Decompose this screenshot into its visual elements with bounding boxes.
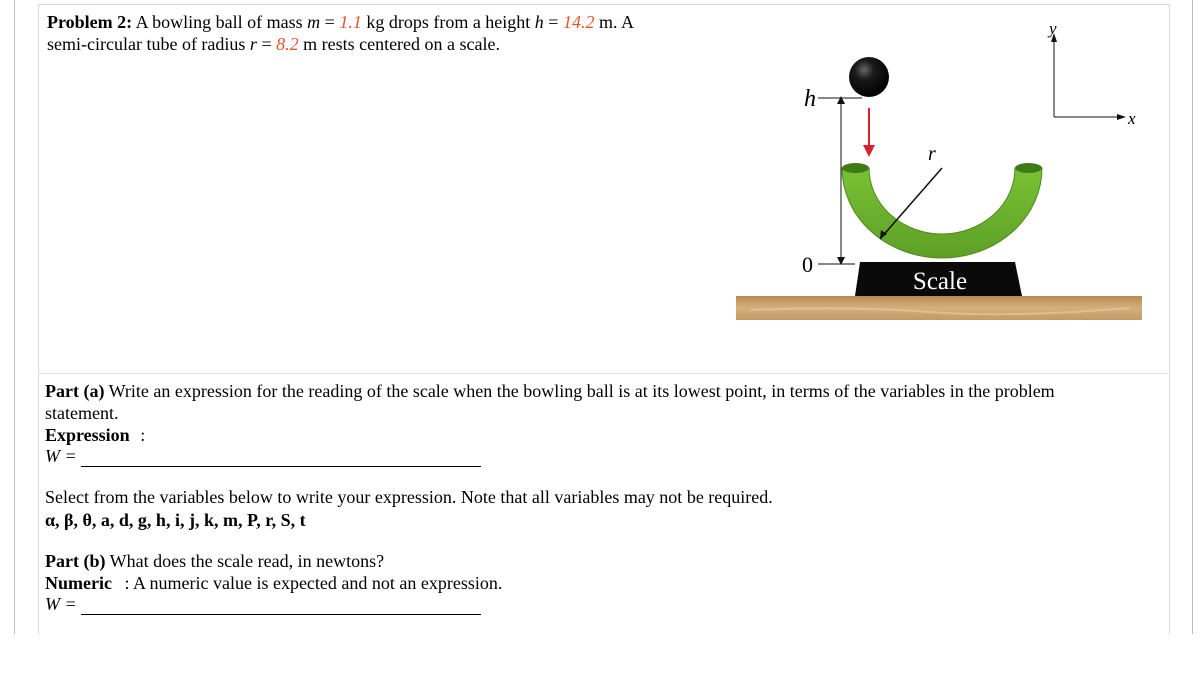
mass-value: 1.1 — [339, 12, 362, 32]
radius-variable: r — [249, 34, 257, 54]
answer-variable: W = — [45, 594, 77, 614]
part-b-answer-blank[interactable] — [81, 598, 481, 615]
part-a-question-line1 — [45, 380, 1055, 402]
zero-label: 0 — [802, 252, 813, 277]
part-b-label: Part (b) — [45, 551, 106, 571]
radius-label: r — [928, 143, 936, 165]
y-axis-label: y — [1049, 20, 1057, 38]
section-divider — [38, 373, 1168, 374]
mass-unit-text: kg drops from a height — [366, 12, 531, 32]
left-border — [14, 0, 15, 634]
answer-type-label: Expression — [45, 425, 130, 445]
equals-sign: = — [548, 12, 559, 32]
height-variable: h — [534, 12, 544, 32]
drop-arrowhead — [863, 145, 875, 157]
statement-text: m rests centered on a scale. — [303, 34, 501, 54]
height-unit-text: m. A — [598, 12, 634, 32]
statement-text: A bowling ball of mass — [135, 12, 303, 32]
part-a-text: Write an expression for the reading of the scale when the bowling ball is at its lowest point, in terms of the variables in the problem — [108, 381, 1055, 401]
radius-value: 8.2 — [276, 34, 299, 54]
variable-list: α, β, θ, a, d, g, h, i, j, k, m, P, r, S, t — [45, 510, 306, 530]
answer-variable: W = — [45, 446, 77, 466]
semicircular-tube — [842, 168, 1042, 258]
statement-text: semi-circular tube of radius — [47, 34, 246, 54]
answer-type-label: Numeric — [45, 573, 112, 593]
height-value: 14.2 — [562, 12, 595, 32]
variable-instructions: Select from the variables below to write your expression. Note that all variables may not be required. — [45, 487, 773, 507]
right-border — [1192, 0, 1193, 634]
problem-statement-line1 — [47, 11, 634, 33]
tube-opening-left — [842, 163, 869, 173]
answer-type-note: : A numeric value is expected and not an expression. — [124, 573, 503, 593]
tube-opening-right — [1015, 163, 1042, 173]
mass-variable: m — [307, 12, 321, 32]
answer-type-separator: : — [140, 425, 146, 445]
equals-sign: = — [261, 34, 272, 54]
part-a-question-line2: statement. — [45, 403, 119, 423]
height-label: h — [804, 86, 816, 112]
scale-label: Scale — [912, 268, 968, 295]
bowling-ball — [849, 57, 889, 97]
problem-statement-line2 — [47, 33, 500, 55]
part-a-answer-blank[interactable] — [81, 450, 481, 467]
part-b-answer-row — [45, 593, 481, 615]
problem-figure — [730, 20, 1150, 325]
part-a-answer-row — [45, 445, 481, 467]
x-axis-label: x — [1128, 109, 1136, 128]
part-b-question — [45, 550, 384, 572]
part-a-label: Part (a) — [45, 381, 105, 401]
part-b-text: What does the scale read, in newtons? — [109, 551, 385, 571]
part-a-answer-type — [45, 424, 145, 446]
part-b-answer-type — [45, 572, 502, 594]
problem-label: Problem 2: — [47, 12, 133, 32]
equals-sign: = — [324, 12, 335, 32]
